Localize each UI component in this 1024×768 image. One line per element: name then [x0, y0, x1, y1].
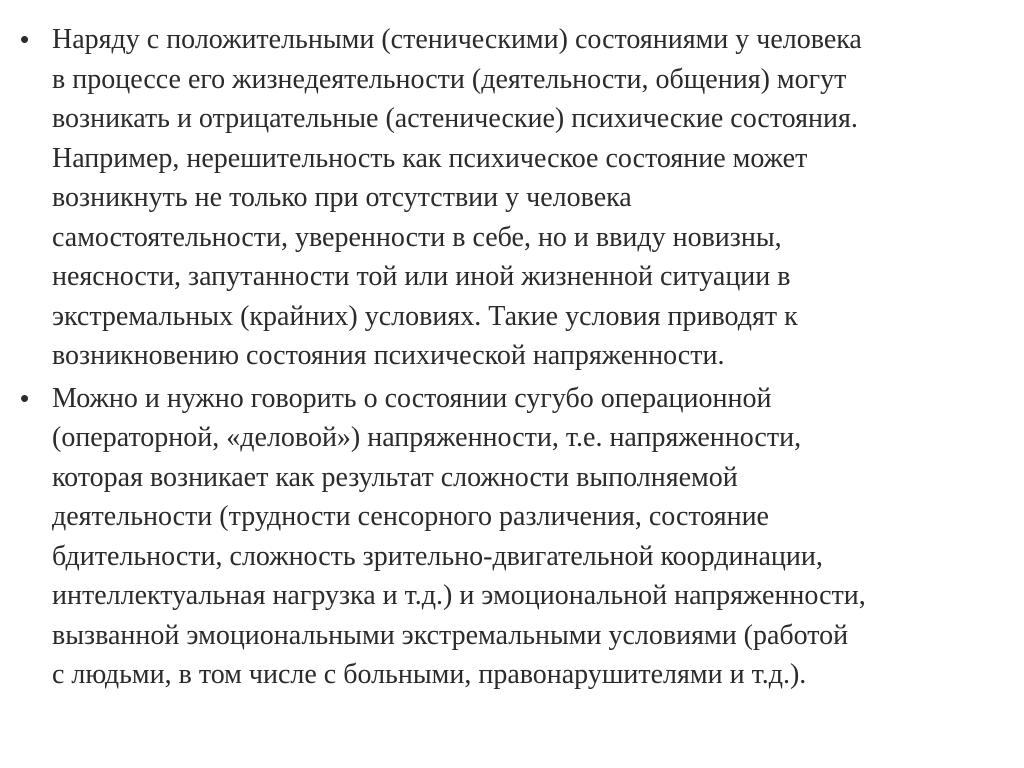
text-line: возникновению состояния психической напряженности. — [52, 340, 725, 371]
bullet-text — [52, 379, 1005, 695]
text-line: самостоятельности, уверенности в себе, но и ввиду новизны, — [52, 221, 782, 253]
bullet-marker: • — [20, 382, 30, 413]
bullet-marker: • — [20, 24, 30, 54]
text-line: в процессе его жизнедеятельности (деятельности, общения) могут — [52, 63, 847, 95]
text-line: Например, нерешительность как психическое состояние может — [52, 142, 808, 174]
bullet-item-1 — [20, 20, 1005, 376]
text-line: с людьми, в том числе с больными, правонарушителями и т.д.). — [52, 659, 807, 690]
bullet-text — [52, 20, 1005, 376]
text-line: возникнуть не только при отсутствии у человека — [52, 182, 632, 213]
text-line: деятельности (трудности сенсорного различения, состояние — [52, 501, 769, 532]
text-line: Наряду с положительными (стеническими) состояниями у человека — [52, 24, 862, 55]
text-line: возникать и отрицательные (астенические) психические состояния. — [52, 103, 858, 134]
text-line: интеллектуальная нагрузка и т.д.) и эмоциональной напряженности, — [52, 580, 866, 611]
bullet-item-2 — [20, 379, 1005, 695]
text-line: которая возникает как результат сложности выполняемой — [52, 461, 738, 493]
text-line: неясности, запутанности той или иной жизненной ситуации в — [52, 261, 791, 292]
text-line: экстремальных (крайних) условиях. Такие условия приводят к — [52, 300, 798, 332]
bullet-list — [20, 20, 1005, 698]
text-line: вызванной эмоциональными экстремальными условиями (работой — [52, 619, 849, 651]
text-line: (операторной, «деловой») напряженности, т.е. напряженности, — [52, 422, 802, 453]
text-line: Можно и нужно говорить о состоянии сугубо операционной — [52, 382, 772, 414]
text-line: бдительности, сложность зрительно-двигательной координации, — [52, 540, 823, 572]
